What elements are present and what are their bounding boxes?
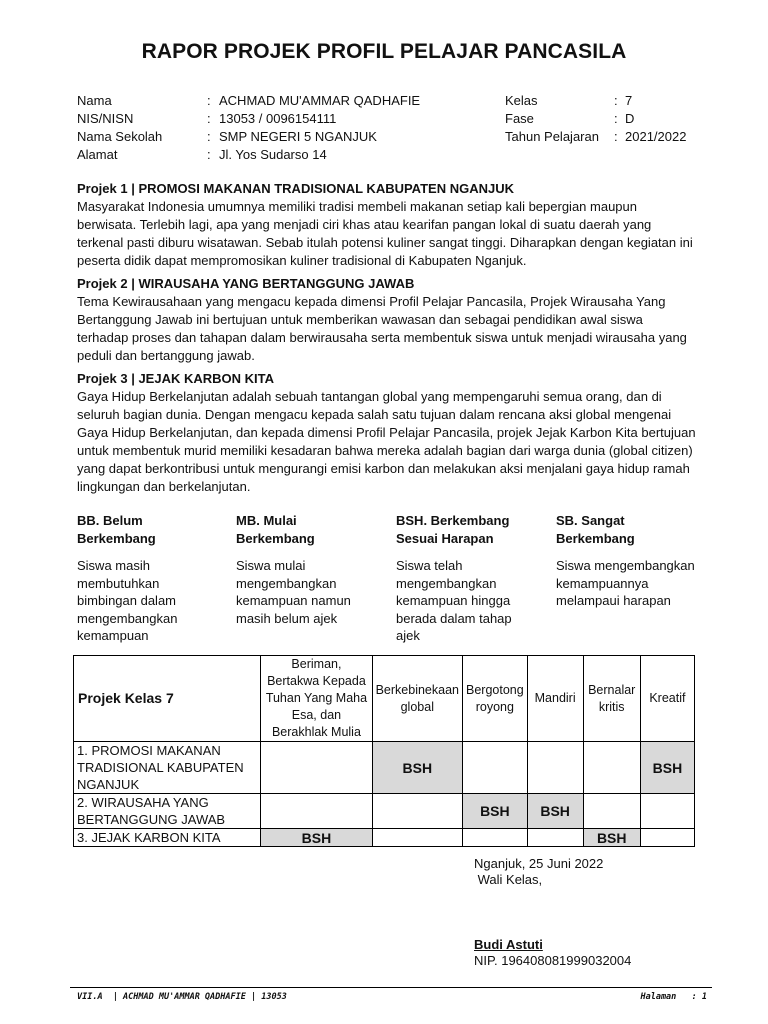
info-row-address	[77, 146, 697, 164]
info-row-school	[77, 128, 697, 146]
info-value: ACHMAD MU'AMMAR QADHAFIE	[219, 93, 421, 108]
signature-name: Budi Astuti	[474, 937, 543, 952]
table-header-row	[74, 656, 695, 742]
grade-cell	[463, 742, 528, 794]
grade-cell	[527, 742, 583, 794]
grade-cell: BSH	[583, 829, 640, 847]
info-row-nis	[77, 110, 697, 128]
legend-description: Siswa mulai mengembangkan kemampuan namun masih belum ajek	[236, 558, 351, 626]
info-colon: :	[207, 93, 211, 108]
info-label: Tahun Pelajaran	[505, 129, 599, 144]
legend-name: MB. Mulai Berkembang	[236, 513, 315, 546]
info-colon: :	[614, 111, 618, 126]
grade-cell	[583, 742, 640, 794]
table-row	[74, 794, 695, 829]
grade-cell	[372, 794, 462, 829]
table-header-title: Projek Kelas 7	[74, 656, 261, 742]
table-project-name: 2. WIRAUSAHA YANG BERTANGGUNG JAWAB	[74, 794, 261, 829]
dimension-header: Berkebinekaan global	[372, 656, 462, 742]
info-value: 7	[625, 93, 633, 108]
legend-description: Siswa telah mengembangkan kemampuan hingga berada dalam tahap ajek	[396, 558, 512, 643]
grade-cell: BSH	[261, 829, 372, 847]
grade-cell: BSH	[527, 794, 583, 829]
project-descriptions	[77, 180, 697, 501]
info-colon: :	[207, 111, 211, 126]
report-title: RAPOR PROJEK PROFIL PELAJAR PANCASILA	[141, 40, 627, 63]
legend-name: BSH. Berkembang Sesuai Harapan	[396, 513, 510, 546]
footer-divider	[70, 987, 712, 988]
student-info	[77, 92, 697, 164]
grade-cell: BSH	[640, 742, 694, 794]
project-description: Gaya Hidup Berkelanjutan adalah sebuah tantangan global yang mempengaruhi semua orang, dan di seluruh bagian dunia. Dengan mengacu kepada salah satu tujuan dalam rencana aksi global mengenai Gaya Hidup Berkelanjutan, dan kepada dimensi Profil Pelajar Pancasila, projek Jejak Karbon Kita bertujuan untuk membentuk murid memiliki kesadaran bahwa mereka adalah bagian dari warga dunia (global citizen) yang dapat berkontribusi untuk mengurangi emisi karbon dan melakukan aksi menjalani gaya hidup ramah lingkungan dan berkelanjutan.	[77, 389, 696, 494]
legend-name: BB. Belum Berkembang	[77, 513, 156, 546]
signature-place-date: Nganjuk, 25 Juni 2022	[474, 856, 604, 871]
info-label: Kelas	[505, 93, 538, 108]
info-label: Fase	[505, 111, 534, 126]
signature-nip: NIP. 196408081999032004	[474, 953, 632, 968]
grade-cell	[640, 829, 694, 847]
project-description: Masyarakat Indonesia umumnya memiliki tradisi membeli makanan setiap kali bepergian maupun berwisata. Terlebih lagi, apa yang menjadi ciri khas atau kearifan pangan lokal di suatu daerah yang terkenal pasti diburu wisatawan. Sebab itulah potensi kuliner sangat tinggi. Diharapkan dengan kegiatan ini peserta didik dapat mempromosikan kuliner tradisional di Kabupaten Nganjuk.	[77, 199, 693, 268]
table-project-name: 3. JEJAK KARBON KITA	[74, 829, 261, 847]
table-row	[74, 742, 695, 794]
legend-name: SB. Sangat Berkembang	[556, 513, 635, 546]
info-label: Nama	[77, 93, 112, 108]
legend-description: Siswa mengembangkan kemampuannya melampaui harapan	[556, 558, 695, 608]
info-value: 13053 / 0096154111	[219, 111, 337, 126]
project-title: Projek 1 | PROMOSI MAKANAN TRADISIONAL KABUPATEN NGANJUK	[77, 181, 515, 196]
info-label: NIS/NISN	[77, 111, 134, 126]
info-colon: :	[207, 129, 211, 144]
info-colon: :	[207, 147, 211, 162]
dimension-header: Bernalar kritis	[583, 656, 640, 742]
legend-description: Siswa masih membutuhkan bimbingan dalam mengembangkan kemampuan	[77, 558, 178, 643]
legend-item	[77, 512, 217, 645]
legend-item	[236, 512, 376, 627]
grade-cell: BSH	[463, 794, 528, 829]
grade-cell	[372, 829, 462, 847]
grade-cell	[640, 794, 694, 829]
grade-cell: BSH	[372, 742, 462, 794]
dimension-header: Mandiri	[527, 656, 583, 742]
project-description: Tema Kewirausahaan yang mengacu kepada dimensi Profil Pelajar Pancasila, Projek Wirausaha Yang Bertanggung Jawab ini bertujuan untuk memberikan wawasan dan sebagai pendidikan awal siswa terhadap proses dan tahapan dalam berwirausaha serta membentuk siswa untuk menjadi wirausaha yang peduli dan bertanggung jawab.	[77, 294, 687, 363]
legend-item	[556, 512, 696, 610]
info-value: SMP NEGERI 5 NGANJUK	[219, 129, 377, 144]
grade-cell	[527, 829, 583, 847]
project-title: Projek 2 | WIRAUSAHA YANG BERTANGGUNG JAWAB	[77, 276, 415, 291]
info-value: D	[625, 111, 635, 126]
dimension-header: Bergotong royong	[463, 656, 528, 742]
table-project-name: 1. PROMOSI MAKANAN TRADISIONAL KABUPATEN NGANJUK	[74, 742, 261, 794]
info-label: Alamat	[77, 147, 118, 162]
info-row-name	[77, 92, 697, 110]
project-grades-table	[73, 655, 695, 847]
dimension-header: Kreatif	[640, 656, 694, 742]
grade-cell	[261, 742, 372, 794]
signature-role: Wali Kelas,	[474, 872, 543, 887]
info-colon: :	[614, 93, 618, 108]
info-colon: :	[614, 129, 618, 144]
project-title: Projek 3 | JEJAK KARBON KITA	[77, 371, 274, 386]
info-value: Jl. Yos Sudarso 14	[219, 147, 327, 162]
grade-cell	[583, 794, 640, 829]
footer-page-number: Halaman : 1	[640, 992, 707, 1002]
info-label: Nama Sekolah	[77, 129, 163, 144]
info-value: 2021/2022	[625, 129, 687, 144]
dimension-header: Beriman, Bertakwa Kepada Tuhan Yang Maha Esa, dan Berakhlak Mulia	[261, 656, 372, 742]
legend-item	[396, 512, 536, 645]
footer-student: VII.A | ACHMAD MU'AMMAR QADHAFIE | 13053	[77, 992, 287, 1002]
table-row	[74, 829, 695, 847]
grade-cell	[463, 829, 528, 847]
signature-block	[474, 856, 631, 969]
grade-cell	[261, 794, 372, 829]
